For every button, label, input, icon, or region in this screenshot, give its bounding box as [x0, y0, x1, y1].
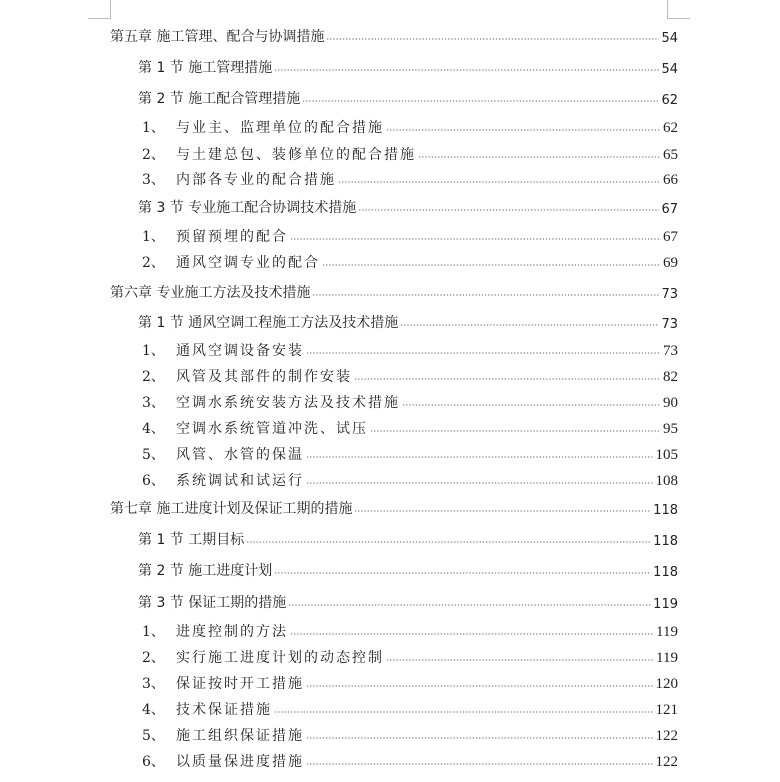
- toc-entry-text: 预留预埋的配合: [176, 229, 288, 245]
- toc-entry-title: [142, 751, 304, 771]
- toc-page-number: 66: [663, 172, 678, 188]
- toc-entry-item[interactable]: [0, 697, 780, 719]
- toc-entry-title: 第 1 节 通风空调工程施工方法及技术措施: [138, 315, 399, 331]
- toc-dot-leader: [418, 155, 661, 159]
- toc-entry-title: [142, 366, 352, 386]
- toc-page-number: 122: [655, 754, 678, 770]
- toc-dot-leader: [288, 603, 651, 607]
- toc-dot-leader: [322, 263, 661, 267]
- toc-dot-leader: [290, 632, 654, 636]
- toc-entry-number: 1、: [142, 120, 165, 136]
- toc-entry-title: 第七章 施工进度计划及保证工期的措施: [110, 501, 353, 517]
- toc-entry-text: 与土建总包、装修单位的配合措施: [176, 147, 416, 163]
- toc-dot-leader: [306, 736, 654, 740]
- page-corner-mark-left: [88, 0, 111, 19]
- toc-page-number: 65: [663, 147, 678, 163]
- toc-page-number: 108: [655, 473, 678, 489]
- toc-dot-leader: [306, 762, 654, 766]
- toc-entry-title: [142, 340, 304, 360]
- toc-page-number: 118: [653, 565, 678, 580]
- toc-dot-leader: [354, 509, 651, 513]
- toc-page-number: 120: [655, 676, 678, 692]
- toc-entry-number: 2、: [142, 369, 165, 385]
- toc-entry-text: 通风空调设备安装: [176, 343, 304, 359]
- toc-entry-title: [142, 699, 272, 719]
- toc-entry-number: 4、: [142, 421, 165, 437]
- toc-entry-number: 5、: [142, 447, 165, 463]
- toc-entry-title: [142, 647, 384, 667]
- toc-dot-leader: [306, 455, 654, 459]
- toc-entry-title: 第五章 施工管理、配合与协调措施: [110, 29, 325, 45]
- toc-dot-leader: [306, 351, 661, 355]
- toc-entry-number: 2、: [142, 650, 165, 666]
- toc-entry-number: 3、: [142, 676, 165, 692]
- toc-entry-title: 第 1 节 施工管理措施: [138, 60, 273, 76]
- toc-entry-title: [142, 673, 304, 693]
- toc-entry-item[interactable]: [0, 619, 780, 641]
- toc-entry-title: 第 2 节 施工配合管理措施: [138, 91, 301, 107]
- toc-dot-leader: [274, 68, 659, 72]
- toc-entry-number: 1、: [142, 229, 165, 245]
- toc-entry-item[interactable]: [0, 364, 780, 386]
- toc-entry-number: 1、: [142, 343, 165, 359]
- toc-entry-item[interactable]: [0, 723, 780, 745]
- toc-page-number: 121: [655, 702, 678, 718]
- toc-entry-text: 风管、水管的保温: [176, 447, 304, 463]
- toc-page-number: 122: [655, 728, 678, 744]
- toc-dot-leader: [312, 293, 659, 297]
- toc-page-number: 119: [656, 624, 678, 640]
- toc-entry-item[interactable]: [0, 115, 780, 137]
- toc-entry-number: 2、: [142, 147, 165, 163]
- toc-entry-title: 第 2 节 施工进度计划: [138, 563, 273, 579]
- toc-entry-title: [142, 621, 288, 641]
- toc-entry-chapter[interactable]: [0, 24, 780, 46]
- toc-entry-number: 3、: [142, 395, 165, 411]
- toc-entry-text: 与业主、监理单位的配合措施: [176, 120, 384, 136]
- toc-entry-text: 系统调试和试运行: [176, 473, 304, 489]
- toc-entry-section[interactable]: [0, 590, 780, 612]
- toc-dot-leader: [386, 658, 654, 662]
- toc-page-number: 82: [663, 369, 678, 385]
- toc-entry-number: 6、: [142, 754, 165, 770]
- toc-entry-title: [142, 226, 288, 246]
- toc-entry-section[interactable]: [0, 86, 780, 108]
- toc-page-number: 54: [661, 31, 678, 46]
- toc-entry-number: 4、: [142, 702, 165, 718]
- toc-entry-text: 进度控制的方法: [176, 624, 288, 640]
- toc-entry-number: 3、: [142, 172, 165, 188]
- toc-entry-title: [142, 392, 400, 412]
- page-corner-mark-right: [667, 0, 690, 19]
- toc-dot-leader: [402, 403, 661, 407]
- toc-entry-item[interactable]: [0, 468, 780, 490]
- toc-entry-item[interactable]: [0, 671, 780, 693]
- toc-entry-number: 5、: [142, 728, 165, 744]
- toc-entry-text: 实行施工进度计划的动态控制: [176, 650, 384, 666]
- toc-page-number: 67: [661, 202, 678, 217]
- toc-dot-leader: [274, 710, 654, 714]
- toc-entry-title: [142, 418, 368, 438]
- toc-page-number: 118: [653, 534, 678, 549]
- toc-entry-item[interactable]: [0, 338, 780, 360]
- toc-entry-item[interactable]: [0, 749, 780, 771]
- toc-entry-text: 技术保证措施: [176, 702, 272, 718]
- toc-entry-text: 保证按时开工措施: [176, 676, 304, 692]
- toc-dot-leader: [400, 323, 659, 327]
- toc-dot-leader: [338, 180, 661, 184]
- toc-entry-item[interactable]: [0, 442, 780, 464]
- toc-entry-text: 施工组织保证措施: [176, 728, 304, 744]
- toc-dot-leader: [302, 99, 659, 103]
- toc-entry-text: 通风空调专业的配合: [176, 255, 320, 271]
- toc-entry-item[interactable]: [0, 390, 780, 412]
- toc-dot-leader: [386, 128, 661, 132]
- toc-entry-section[interactable]: [0, 195, 780, 217]
- toc-page-number: 67: [663, 229, 678, 245]
- toc-entry-title: [142, 444, 304, 464]
- toc-entry-text: 以质量保进度措施: [176, 754, 304, 770]
- toc-entry-item[interactable]: [0, 416, 780, 438]
- toc-dot-leader: [358, 208, 659, 212]
- toc-entry-number: 1、: [142, 624, 165, 640]
- toc-entry-title: 第六章 专业施工方法及技术措施: [110, 285, 311, 301]
- toc-page-number: 62: [663, 120, 678, 136]
- toc-entry-section[interactable]: [0, 527, 780, 549]
- toc-dot-leader: [326, 37, 659, 41]
- toc-entry-text: 风管及其部件的制作安装: [176, 369, 352, 385]
- toc-page-number: 62: [661, 93, 678, 108]
- toc-page-number: 73: [661, 317, 678, 332]
- toc-dot-leader: [306, 481, 654, 485]
- toc-page-number: 90: [663, 395, 678, 411]
- toc-dot-leader: [306, 684, 654, 688]
- toc-entry-title: [142, 252, 320, 272]
- toc-dot-leader: [370, 429, 661, 433]
- toc-entry-title: [142, 169, 336, 189]
- toc-entry-item[interactable]: [0, 142, 780, 164]
- toc-page-number: 95: [663, 421, 678, 437]
- toc-page-number: 105: [655, 447, 678, 463]
- toc-entry-title: [142, 725, 304, 745]
- toc-page-number: 119: [656, 650, 678, 666]
- toc-entry-number: 6、: [142, 473, 165, 489]
- toc-page-number: 54: [661, 62, 678, 77]
- toc-entry-title: 第 3 节 保证工期的措施: [138, 595, 287, 611]
- toc-entry-section[interactable]: [0, 55, 780, 77]
- toc-entry-item[interactable]: [0, 167, 780, 189]
- toc-dot-leader: [290, 237, 661, 241]
- toc-entry-text: 空调水系统安装方法及技术措施: [176, 395, 400, 411]
- toc-entry-item[interactable]: [0, 224, 780, 246]
- toc-entry-section[interactable]: [0, 558, 780, 580]
- toc-entry-text: 内部各专业的配合措施: [176, 172, 336, 188]
- toc-entry-item[interactable]: [0, 250, 780, 272]
- toc-entry-section[interactable]: [0, 310, 780, 332]
- toc-dot-leader: [354, 377, 661, 381]
- toc-entry-title: 第 1 节 工期目标: [138, 532, 245, 548]
- toc-dot-leader: [274, 571, 651, 575]
- toc-dot-leader: [246, 540, 651, 544]
- toc-entry-title: 第 3 节 专业施工配合协调技术措施: [138, 200, 357, 216]
- toc-entry-chapter[interactable]: [0, 280, 780, 302]
- toc-entry-chapter[interactable]: [0, 496, 780, 518]
- toc-entry-number: 2、: [142, 255, 165, 271]
- toc-page-number: 118: [653, 503, 678, 518]
- toc-page-number: 119: [653, 597, 678, 612]
- toc-entry-title: [142, 117, 384, 137]
- toc-entry-item[interactable]: [0, 645, 780, 667]
- toc-entry-title: [142, 470, 304, 490]
- toc-entry-text: 空调水系统管道冲洗、试压: [176, 421, 368, 437]
- toc-page-number: 73: [661, 287, 678, 302]
- toc-page-number: 69: [663, 255, 678, 271]
- toc-page-number: 73: [663, 343, 678, 359]
- toc-entry-title: [142, 144, 416, 164]
